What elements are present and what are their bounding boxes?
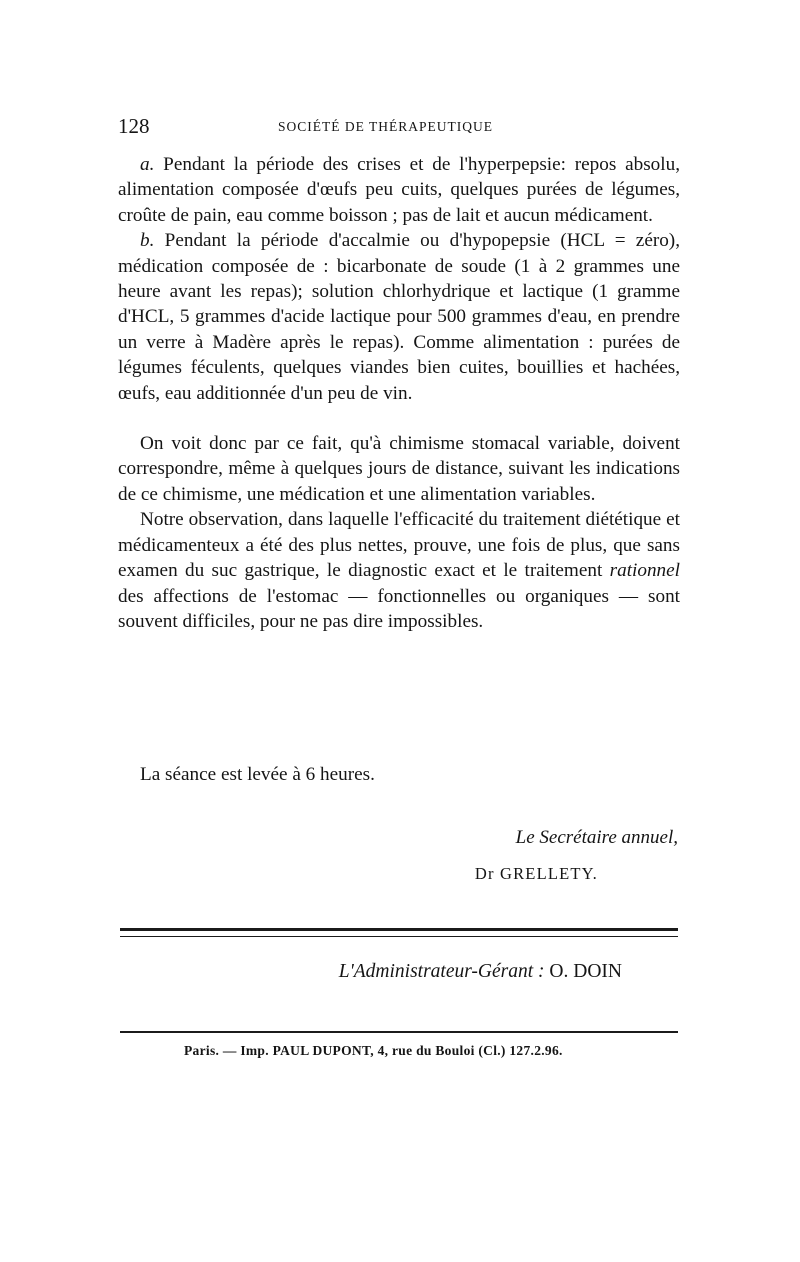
item-b-text: Pendant la période d'accalmie ou d'hypopepsie (HCL = zéro), médication composée de : bicarbonate de soude (1 à 2 grammes une heure avant les repas); solution chlorhydrique et lactique (1 gramme d'HCL, 5 grammes d'acide lactique pour 500 grammes d'eau, en prendre un verre à Madère après le repas). Comme alimentation : purées de légumes féculents, quelques viandes bien cuites, bouillies et hachées, œufs, eau additionnée d'un peu de vin.: [118, 230, 680, 404]
paragraph-observation: [118, 507, 680, 634]
item-b-letter: b.: [140, 230, 155, 252]
item-a-letter: a.: [140, 154, 155, 175]
signature-title: Le Secrétaire annuel,: [515, 827, 678, 848]
page-header: [118, 114, 678, 140]
divider-thick: [120, 928, 678, 931]
printer-imprint: Paris. — Imp. PAUL DUPONT, 4, rue du Bouloi (Cl.) 127.2.96.: [184, 1043, 563, 1058]
observation-emphasis: rationnel: [609, 560, 680, 582]
paragraph-chimisme: On voit donc par ce fait, qu'à chimisme stomacal variable, doivent correspondre, même à quelques jours de distance, suivant les indications de ce chimisme, une médication et une alimentation variables.: [118, 433, 680, 505]
observation-text-before: Notre observation, dans laquelle l'efficacité du traitement diététique et médicamenteux a été des plus nettes, prouve, une fois de plus, que sans examen du suc gastrique, le diagnostic exact et le traitement: [118, 509, 680, 582]
paragraph-item-b: [118, 228, 680, 406]
administrator-name: O. DOIN: [544, 961, 622, 982]
paragraph-item-a: [118, 152, 680, 228]
administrator-label: L'Administrateur-Gérant :: [338, 961, 545, 982]
signature-name: Dr GRELLETY.: [474, 864, 598, 883]
divider-thin: [120, 936, 678, 937]
body-text: [118, 152, 680, 634]
running-head: SOCIÉTÉ DE THÉRAPEUTIQUE: [278, 119, 493, 134]
item-a-text: Pendant la période des crises et de l'hyperpepsie: repos absolu, alimentation composée d'œufs peu cuits, quelques purées de légumes, croûte de pain, eau comme boisson ; pas de lait et aucun médicament.: [118, 154, 680, 226]
administrator-line: [0, 961, 622, 983]
page-number: 128: [118, 114, 150, 138]
seance-closing-line: La séance est levée à 6 heures.: [140, 764, 375, 785]
divider-bottom: [120, 1031, 678, 1033]
observation-text-after: des affections de l'estomac — fonctionnelles ou organiques — sont souvent difficiles, pour ne pas dire impossibles.: [118, 585, 680, 632]
